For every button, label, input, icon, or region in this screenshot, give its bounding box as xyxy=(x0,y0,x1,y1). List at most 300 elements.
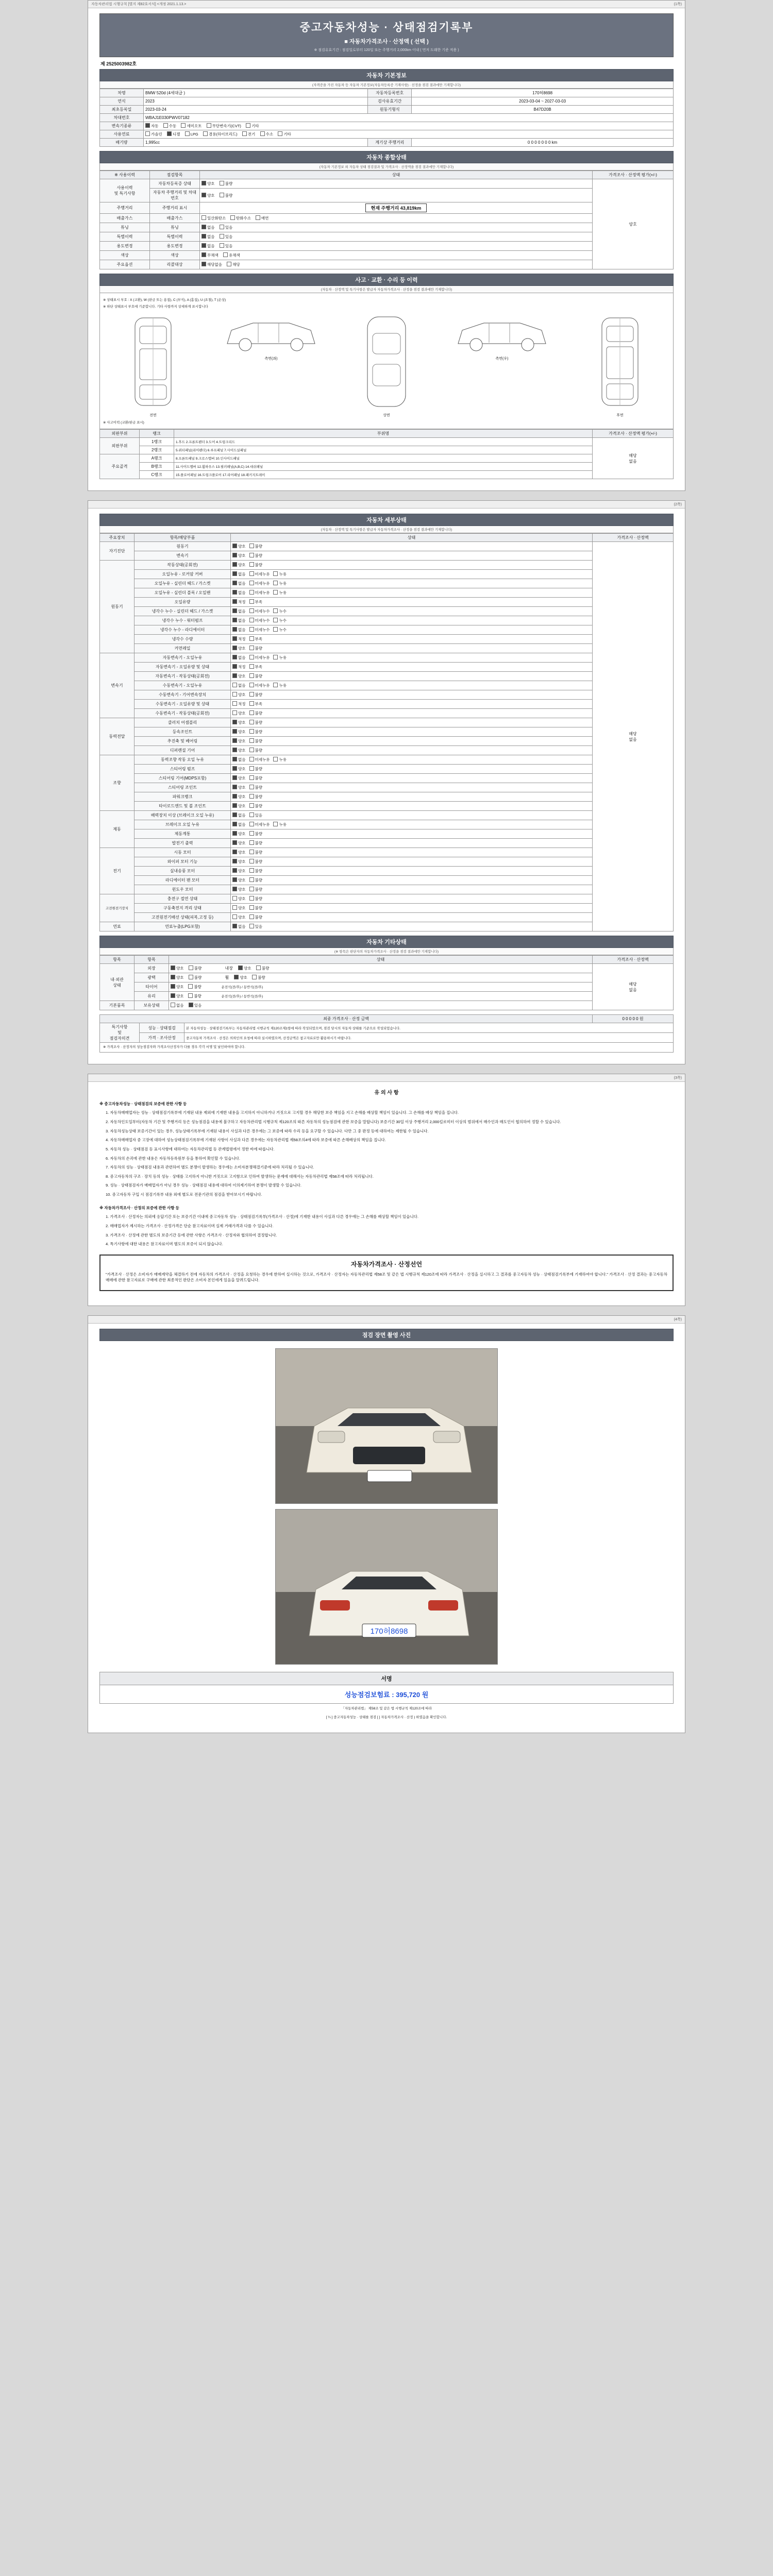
overall-item-0: 자동차등록증 상태 xyxy=(150,179,200,189)
gear-type-options xyxy=(144,122,674,130)
detail-state-0-1 xyxy=(231,551,593,561)
special-none[interactable]: 없음 xyxy=(201,234,215,240)
detail-group-electric: 전기 xyxy=(100,848,135,894)
detail-item-1-3: 오일누유 - 실린더 블록 / 오일팬 xyxy=(135,588,231,598)
section-overall-note: (자동차 기본정보 외 자동차 상태 점검결과 및 가격조사 · 산정액을 점검 결과에만 기재합니다) xyxy=(99,163,674,171)
d-2-1-low[interactable]: 부족 xyxy=(249,664,263,670)
detail-item-3-0: 클러치 어셈블리 xyxy=(135,718,231,727)
detail-group-fuel: 연료 xyxy=(100,922,135,931)
d-4-0-none[interactable]: 없음 xyxy=(232,757,246,762)
color-chromatic[interactable]: 유채색 xyxy=(223,252,240,258)
usechange-yes[interactable]: 있음 xyxy=(220,243,233,249)
car-view-right xyxy=(453,313,551,361)
detail-state-5-1 xyxy=(231,820,593,829)
section-overall-state: 자동차 종합상태 xyxy=(99,151,674,163)
etc-tire-positions: 운전석(전/후) / 동반석(전/후) xyxy=(221,986,263,989)
section-detail-note: (자동차 · 산정액 및 특기사항은 발급자 자동차가격조사 · 산정을 점검 결과에만 기재합니다) xyxy=(99,526,674,533)
overall-1-bad[interactable]: 불량 xyxy=(220,193,233,198)
fuel-option-diesel[interactable]: 디젤 xyxy=(167,131,180,137)
etc-part-interior: 내장 xyxy=(225,966,233,971)
overall-0-bad[interactable]: 불량 xyxy=(220,181,233,187)
d-1-5-leak[interactable]: 누수 xyxy=(273,608,287,614)
d-3-2-good[interactable]: 양호 xyxy=(232,738,246,744)
gear-option-semiauto[interactable]: 세미오토 xyxy=(181,123,201,129)
fuel-option-hybrid[interactable]: 겸용(하이브리드) xyxy=(203,131,238,137)
label-meter-mileage: 계기상 주행거리 xyxy=(368,139,412,147)
overall-group-usechange: 용도변경 xyxy=(100,242,150,251)
detail-item-2-1: 자동변속기 - 오일유량 및 상태 xyxy=(135,663,231,672)
detail-item-1-2: 오일누유 - 실린더 헤드 / 가스켓 xyxy=(135,579,231,588)
overall-1-good[interactable]: 양호 xyxy=(201,193,215,198)
detail-state-2-0 xyxy=(231,653,593,663)
rank-c-label: C랭크 xyxy=(140,471,174,479)
etc-poss-none[interactable]: 없음 xyxy=(171,1003,184,1008)
etc-ext-bad[interactable]: 불량 xyxy=(189,965,202,971)
detail-item-4-4: 파워크랭크 xyxy=(135,792,231,802)
d-3-1-good[interactable]: 양호 xyxy=(232,729,246,735)
d-2-2-good[interactable]: 양호 xyxy=(232,673,246,679)
d-1-3-leak[interactable]: 누유 xyxy=(273,590,287,596)
detail-state-5-3 xyxy=(231,839,593,848)
d-7-0-bad[interactable]: 불량 xyxy=(249,896,263,902)
d-3-2-bad[interactable]: 불량 xyxy=(249,738,263,744)
overall-item-6: 색상 xyxy=(150,251,200,260)
emission-smoke[interactable]: 매연 xyxy=(256,215,269,221)
d-1-3-none[interactable]: 없음 xyxy=(232,590,246,596)
label-reg-no: 자동차등록번호 xyxy=(368,89,412,97)
etc-pol-bad[interactable]: 불량 xyxy=(189,975,202,980)
d-8-0-none[interactable]: 없음 xyxy=(232,924,246,929)
label-vin: 차대번호 xyxy=(100,114,144,122)
d-0-1-good[interactable]: 양호 xyxy=(232,553,246,558)
rank-col-rank: 랭크 xyxy=(140,430,174,438)
fuel-option-etc[interactable]: 기타 xyxy=(278,131,291,137)
d-6-1-good[interactable]: 양호 xyxy=(232,859,246,865)
d-2-3-none[interactable]: 없음 xyxy=(232,683,246,688)
etc-part-exterior: 외장 xyxy=(135,964,169,973)
detail-state-4-0 xyxy=(231,755,593,765)
value-first-reg: 2023-03-24 xyxy=(144,106,368,114)
detail-state-1-8 xyxy=(231,635,593,644)
d-5-1-none[interactable]: 없음 xyxy=(232,822,246,827)
etc-wheel-good[interactable]: 양호 xyxy=(234,975,247,980)
d-4-3-bad[interactable]: 불량 xyxy=(249,785,263,790)
photo-rear-illustration xyxy=(276,1510,497,1664)
final-price-title: 최종 가격조사 · 산정 금액 xyxy=(100,1015,593,1023)
detail-state-3-3 xyxy=(231,746,593,755)
detail-state-0-0 xyxy=(231,542,593,551)
detail-state-1-7 xyxy=(231,625,593,635)
detail-state-1-5 xyxy=(231,607,593,616)
detail-state-5-2 xyxy=(231,829,593,839)
d-1-5-micro[interactable]: 미세누수 xyxy=(249,608,270,614)
overall-state-6 xyxy=(200,251,593,260)
car-view-label-left: 측면(좌) xyxy=(264,357,278,361)
d-2-5-ok[interactable]: 적정 xyxy=(232,701,246,707)
detail-item-6-3: 라디에이터 팬 모터 xyxy=(135,876,231,885)
etc-ext-good[interactable]: 양호 xyxy=(171,965,184,971)
label-inspect-period: 검사유효기간 xyxy=(368,97,412,106)
gear-option-auto[interactable]: 자동 xyxy=(145,123,159,129)
d-7-1-bad[interactable]: 불량 xyxy=(249,905,263,911)
d-4-4-good[interactable]: 양호 xyxy=(232,794,246,800)
notice-head-2: ※ 자동차가격조사 · 산정의 보증에 관한 사항 등 xyxy=(99,1205,179,1210)
d-2-2-bad[interactable]: 불량 xyxy=(249,673,263,679)
photo-front[interactable] xyxy=(275,1348,498,1504)
detail-state-4-3 xyxy=(231,783,593,792)
document-header xyxy=(99,13,674,57)
fuel-option-electric[interactable]: 전기 xyxy=(242,131,256,137)
d-7-2-bad[interactable]: 불량 xyxy=(249,914,263,920)
detail-item-4-2: 스티어링 기어(MDPS포함) xyxy=(135,774,231,783)
d-6-2-bad[interactable]: 불량 xyxy=(249,868,263,874)
etc-tire-good[interactable]: 양호 xyxy=(171,984,184,990)
detail-state-2-1 xyxy=(231,663,593,672)
d-1-1-leak[interactable]: 누유 xyxy=(273,571,287,577)
page-tag-bar-2 xyxy=(88,501,685,509)
detail-item-0-1: 변속기 xyxy=(135,551,231,561)
overall-group-emission: 배출가스 xyxy=(100,214,150,223)
d-8-0-yes[interactable]: 있음 xyxy=(249,924,263,929)
detail-item-4-3: 스티어링 조인트 xyxy=(135,783,231,792)
d-1-1-micro[interactable]: 미세누유 xyxy=(249,571,270,577)
d-6-1-bad[interactable]: 불량 xyxy=(249,859,263,865)
d-3-0-good[interactable]: 양호 xyxy=(232,720,246,725)
remarks-row-1-text: 중고자동차 가격조사 · 산정은 의뢰인의 요청에 따라 실시하였으며, 산정금액은 참고자료로만 활용하시기 바랍니다. xyxy=(184,1033,674,1043)
detail-state-6-0 xyxy=(231,848,593,857)
value-vin: WBAJ1E030PWV07182 xyxy=(144,114,674,122)
detail-item-1-9: 커먼레일 xyxy=(135,644,231,653)
detail-item-2-4: 수동변속기 - 기어변속장치 xyxy=(135,690,231,700)
detail-state-4-5 xyxy=(231,802,593,811)
d-6-2-good[interactable]: 양호 xyxy=(232,868,246,874)
d-2-0-micro[interactable]: 미세누유 xyxy=(249,655,270,660)
d-5-0-none[interactable]: 없음 xyxy=(232,812,246,818)
car-view-label-top: 상면 xyxy=(383,414,390,417)
etc-tire-bad[interactable]: 불량 xyxy=(188,984,201,990)
notice2-para-2: 3. 가격조사 · 산정에 관한 별도의 보증기간 등에 관한 사항은 가격조사 · 산정자와 협의하여 결정합니다. xyxy=(106,1232,277,1238)
special-yes[interactable]: 있음 xyxy=(220,234,233,240)
detail-item-5-3: 발전기 출력 xyxy=(135,839,231,848)
rank-1-items: 1.후드 2.프론트펜더 3.도어 4.트렁크리드 xyxy=(174,438,593,446)
etc-glass-bad[interactable]: 불량 xyxy=(188,993,201,999)
overall-item-5: 용도변경 xyxy=(150,242,200,251)
d-4-0-micro[interactable]: 미세누유 xyxy=(249,757,270,762)
assurance-box xyxy=(99,1255,674,1292)
d-5-2-good[interactable]: 양호 xyxy=(232,831,246,837)
detail-col-3: 상태 xyxy=(231,534,593,542)
page-number-1: (1쪽) xyxy=(674,3,682,6)
d-3-0-bad[interactable]: 불량 xyxy=(249,720,263,725)
d-1-7-none[interactable]: 없음 xyxy=(232,627,246,633)
d-2-0-none[interactable]: 없음 xyxy=(232,655,246,660)
sheet-page-1 xyxy=(88,0,685,491)
photo-front-illustration xyxy=(276,1349,497,1503)
fuel-option-lpg[interactable]: LPG xyxy=(185,131,198,137)
etc-part-possession: 보유상태 xyxy=(135,1001,169,1010)
page-number-4: (4쪽) xyxy=(674,1318,682,1322)
d-4-1-bad[interactable]: 불량 xyxy=(249,766,263,772)
d-6-3-good[interactable]: 양호 xyxy=(232,877,246,883)
detail-item-2-2: 자동변속기 - 작동상태(공회전) xyxy=(135,672,231,681)
etc-glass-good[interactable]: 양호 xyxy=(171,993,184,999)
tuning-none[interactable]: 없음 xyxy=(201,225,215,230)
detail-state-2-4 xyxy=(231,690,593,700)
d-5-3-good[interactable]: 양호 xyxy=(232,840,246,846)
accident-rank-table xyxy=(99,429,674,479)
overall-col-state: 상태 xyxy=(200,171,593,179)
car-rear-svg xyxy=(589,313,651,411)
etc-state-glass xyxy=(169,992,593,1001)
label-gear-type: 변속기종류 xyxy=(100,122,144,130)
d-4-2-good[interactable]: 양호 xyxy=(232,775,246,781)
etc-group-appearance: 내·외관 상태 xyxy=(100,964,135,1001)
d-5-1-micro[interactable]: 미세누유 xyxy=(249,822,270,827)
d-2-6-bad[interactable]: 불량 xyxy=(249,710,263,716)
d-5-0-yes[interactable]: 있음 xyxy=(249,812,263,818)
gear-option-etc[interactable]: 기타 xyxy=(246,123,259,129)
detail-state-2-5 xyxy=(231,700,593,709)
etc-int-good[interactable]: 양호 xyxy=(238,965,251,971)
d-2-5-low[interactable]: 부족 xyxy=(249,701,263,707)
d-1-2-none[interactable]: 없음 xyxy=(232,581,246,586)
rank-2-items: 5.쿼터패널(리어펜더) 6.루프패널 7.사이드실패널 xyxy=(174,446,593,454)
detail-group-selfdiag: 자기진단 xyxy=(100,542,135,561)
etc-state-table xyxy=(99,955,674,1010)
detail-state-3-2 xyxy=(231,737,593,746)
d-0-0-bad[interactable]: 불량 xyxy=(249,544,263,549)
d-3-3-good[interactable]: 양호 xyxy=(232,748,246,753)
detail-item-3-3: 디퍼렌셜 기어 xyxy=(135,746,231,755)
detail-col-2: 항목/해당부품 xyxy=(135,534,231,542)
notice-head-1: ※ 중고자동차성능 · 상태점검의 보증에 관한 사항 등 xyxy=(99,1101,187,1106)
detail-state-8-0 xyxy=(231,922,593,931)
notice-para-0: 1. 자동차매매업자는 성능 · 상태점검기록부에 기재된 내용 제외에 기재한 내용을 고지하지 아니하거나 거짓으로 고지할 경우 해당한 보증 책임을 지고 손해를 배상할 책임이 있습니다. 그 손해를 배상 책임을 집니다. xyxy=(106,1110,459,1115)
d-1-2-micro[interactable]: 미세누유 xyxy=(249,581,270,586)
d-5-2-bad[interactable]: 불량 xyxy=(249,831,263,837)
sheet-page-3 xyxy=(88,1074,685,1307)
overall-0-good[interactable]: 양호 xyxy=(201,181,215,187)
section-etc-note: (※ 항목은 판단자의 자동차가격조사 · 산정을 점검 결과에만 기재합니다) xyxy=(99,948,674,955)
d-3-3-bad[interactable]: 불량 xyxy=(249,748,263,753)
basic-info-table xyxy=(99,89,674,147)
etc-part-glass: 유리 xyxy=(135,992,169,1001)
d-7-2-good[interactable]: 양호 xyxy=(232,914,246,920)
overall-state-8 xyxy=(200,260,593,269)
page-number-2: (2쪽) xyxy=(674,503,682,506)
etc-pol-good[interactable]: 양호 xyxy=(171,975,184,980)
accident-note-2: ※ 하단 상태표시 부호에 기준합니다. 기타 사항까지 상세하게 표시합니다 xyxy=(103,305,208,309)
d-1-1-none[interactable]: 없음 xyxy=(232,571,246,577)
value-year: 2023 xyxy=(144,97,368,106)
etc-wheel-bad[interactable]: 불량 xyxy=(252,975,265,980)
d-0-0-good[interactable]: 양호 xyxy=(232,544,246,549)
detail-state-table xyxy=(99,533,674,931)
d-1-2-leak[interactable]: 누유 xyxy=(273,581,287,586)
d-2-0-leak[interactable]: 누유 xyxy=(273,655,287,660)
d-1-6-leak[interactable]: 누수 xyxy=(273,618,287,623)
etc-int-bad[interactable]: 불량 xyxy=(256,965,270,971)
d-2-1-ok[interactable]: 적정 xyxy=(232,664,246,670)
notice-para-1: 2. 자동차인도일부터(자동차 기간 및 주행거리 등은 성능점검을 내용에 불구하고 자동차관리법 시행규칙 제120조의 따른 자동차의 성능점검에 관한 보증을 말합니다) 보증기간 30일 이상 주행거리 2,000킬로미터 이상의 범위에서 매수인과 매도인이 협의하여 정할 수 있습니다. xyxy=(106,1120,561,1124)
gear-option-manual[interactable]: 수동 xyxy=(163,123,177,129)
d-4-3-good[interactable]: 양호 xyxy=(232,785,246,790)
overall-col-left: ※ 사용이력 xyxy=(100,171,150,179)
etc-poss-yes[interactable]: 있음 xyxy=(189,1003,202,1008)
final-price-amount: 0 0 0 0 0 원 xyxy=(593,1015,674,1023)
emission-co[interactable]: 일산화탄소 xyxy=(201,215,226,221)
fuel-option-hydrogen[interactable]: 수소 xyxy=(260,131,274,137)
overall-state-0 xyxy=(200,179,593,189)
usechange-none[interactable]: 없음 xyxy=(201,243,215,249)
d-2-4-bad[interactable]: 불량 xyxy=(249,692,263,698)
rank-a-items: 8.프론트패널 9.크로스멤버 10.인사이드패널 xyxy=(174,454,593,463)
recall-na[interactable]: 해당없음 xyxy=(201,262,222,267)
d-1-0-good[interactable]: 양호 xyxy=(232,562,246,568)
value-meter-mileage: 0 0 0 0 0 0 0 km xyxy=(412,139,674,147)
detail-state-1-1 xyxy=(231,570,593,579)
notice-para-7: 8. 중고자동차의 구조 · 장치 등의 성능 · 상태를 고지하지 아니한 거짓으로 고지함으로 인하여 발생하는 문제에 대해서는 자동차관리법 제58조에 따라 처리됩니다. xyxy=(106,1174,374,1179)
final-price-table xyxy=(99,1014,674,1043)
detail-col-1: 주요장치 xyxy=(100,534,135,542)
fuel-option-gasoline[interactable]: 가솔린 xyxy=(145,131,162,137)
detail-state-5-0 xyxy=(231,811,593,820)
label-car-name: 차명 xyxy=(100,89,144,97)
overall-state-2 xyxy=(200,214,593,223)
d-1-0-bad[interactable]: 불량 xyxy=(249,562,263,568)
d-2-3-micro[interactable]: 미세누유 xyxy=(249,683,270,688)
etc-col-part: 항목 xyxy=(135,956,169,964)
section-basic-info: 자동차 기본정보 xyxy=(99,69,674,81)
overall-state-4 xyxy=(200,232,593,242)
d-4-4-bad[interactable]: 불량 xyxy=(249,794,263,800)
sheet-page-4 xyxy=(88,1315,685,1733)
d-4-1-good[interactable]: 양호 xyxy=(232,766,246,772)
section-photos: 점검 장면 촬영 사진 xyxy=(99,1329,674,1341)
accident-price-value: 해당 없음 xyxy=(593,438,674,479)
d-5-3-bad[interactable]: 불량 xyxy=(249,840,263,846)
overall-group-recall: 주요옵션 xyxy=(100,260,150,269)
detail-state-1-2 xyxy=(231,579,593,588)
d-1-9-bad[interactable]: 불량 xyxy=(249,646,263,651)
d-7-1-good[interactable]: 양호 xyxy=(232,905,246,911)
d-6-4-bad[interactable]: 불량 xyxy=(249,887,263,892)
detail-state-7-0 xyxy=(231,894,593,904)
detail-item-4-5: 타이로드엔드 및 볼 조인트 xyxy=(135,802,231,811)
notice-title: 유 의 사 항 xyxy=(374,1090,399,1096)
detail-item-1-8: 냉각수 수량 xyxy=(135,635,231,644)
d-6-4-good[interactable]: 양호 xyxy=(232,887,246,892)
d-1-7-micro[interactable]: 미세누수 xyxy=(249,627,270,633)
notice-para-6: 7. 자동차의 성능 · 상태점검 내용과 관련하여 별도 분쟁이 발생하는 경우에는 소비자분쟁해결기준에 따라 처리될 수 있습니다. xyxy=(106,1165,314,1170)
tuning-yes[interactable]: 있음 xyxy=(220,225,233,230)
d-1-9-good[interactable]: 양호 xyxy=(232,646,246,651)
detail-group-power: 동력전달 xyxy=(100,718,135,755)
d-1-3-micro[interactable]: 미세누유 xyxy=(249,590,270,596)
d-4-5-bad[interactable]: 불량 xyxy=(249,803,263,809)
value-displacement: 1,995cc xyxy=(144,139,368,147)
detail-item-6-1: 와이퍼 모터 기능 xyxy=(135,857,231,867)
mileage-value: 현재 주행거리 43,819km xyxy=(365,204,427,212)
emission-hc[interactable]: 탄화수소 xyxy=(230,215,251,221)
d-6-0-bad[interactable]: 불량 xyxy=(249,850,263,855)
d-7-0-good[interactable]: 양호 xyxy=(232,896,246,902)
overall-item-2: 배출가스 xyxy=(150,214,200,223)
photo-rear[interactable] xyxy=(275,1509,498,1665)
d-1-5-none[interactable]: 없음 xyxy=(232,608,246,614)
notice-para-8: 9. 성능 · 상태점검자가 매매업자가 아닌 경우 성능 · 상태점검 내용에 대하여 이의제기하여 분쟁이 발생할 수 있습니다. xyxy=(106,1183,301,1188)
value-inspect-period: 2023-03-04 ~ 2027-03-03 xyxy=(412,97,674,106)
d-1-6-none[interactable]: 없음 xyxy=(232,618,246,623)
overall-item-3: 튜닝 xyxy=(150,223,200,232)
car-view-front xyxy=(122,313,184,418)
d-2-6-good[interactable]: 양호 xyxy=(232,710,246,716)
d-4-0-leak[interactable]: 누유 xyxy=(273,757,287,762)
car-view-label-rear: 후면 xyxy=(616,414,624,417)
value-reg-no: 170허8698 xyxy=(412,89,674,97)
detail-state-6-4 xyxy=(231,885,593,894)
etc-state-exterior xyxy=(169,964,593,973)
notice2-para-1: 2. 매매업자가 제시하는 가격조사 · 산정가격은 단순 참고자료이며 실제 거래가격과 다를 수 있습니다. xyxy=(106,1223,274,1228)
d-3-1-bad[interactable]: 불량 xyxy=(249,729,263,735)
detail-state-2-6 xyxy=(231,709,593,718)
d-4-2-bad[interactable]: 불량 xyxy=(249,775,263,781)
d-6-0-good[interactable]: 양호 xyxy=(232,850,246,855)
detail-item-7-0: 충전구 절연 상태 xyxy=(135,894,231,904)
overall-item-mileage: 주행거리 표시 xyxy=(150,202,200,214)
remarks-label: 특기사항 및 점검자의견 xyxy=(100,1023,140,1043)
car-diagram-row xyxy=(103,310,670,419)
overall-item-1: 자동차 주행거리 및 차대번호 xyxy=(150,189,200,202)
d-0-1-bad[interactable]: 불량 xyxy=(249,553,263,558)
detail-item-2-0: 자동변속기 - 오일누유 xyxy=(135,653,231,663)
etc-part-tire: 타이어 xyxy=(135,982,169,992)
overall-group-color: 색상 xyxy=(100,251,150,260)
detail-item-1-7: 냉각수 누수 - 라디에이터 xyxy=(135,625,231,635)
remarks-row-0-text: 본 자동차성능 · 상태점검기록부는 자동차관리법 시행규칙 제120조제1항에 따라 작성되었으며, 점검 당시의 자동차 상태를 기준으로 작성되었습니다. xyxy=(184,1023,674,1033)
d-2-3-leak[interactable]: 누유 xyxy=(273,683,287,688)
detail-group-trans: 변속기 xyxy=(100,653,135,718)
d-2-4-good[interactable]: 양호 xyxy=(232,692,246,698)
d-6-3-bad[interactable]: 불량 xyxy=(249,877,263,883)
detail-item-5-1: 브레이크 오일 누유 xyxy=(135,820,231,829)
detail-state-6-3 xyxy=(231,876,593,885)
detail-state-1-9 xyxy=(231,644,593,653)
detail-item-5-0: 배력장치 이상 (브레이크 오일 누유) xyxy=(135,811,231,820)
gear-option-cvt[interactable]: 무단변속기(CVT) xyxy=(207,123,241,129)
d-1-8-low[interactable]: 부족 xyxy=(249,636,263,642)
d-1-7-leak[interactable]: 누수 xyxy=(273,627,287,633)
document-number: 제 2525003982호 xyxy=(100,61,137,66)
etc-state-polish xyxy=(169,973,593,982)
detail-state-1-0 xyxy=(231,561,593,570)
detail-state-6-2 xyxy=(231,867,593,876)
detail-state-1-4 xyxy=(231,598,593,607)
d-1-4-low[interactable]: 부족 xyxy=(249,599,263,605)
d-5-1-leak[interactable]: 누유 xyxy=(273,822,287,827)
color-achromatic[interactable]: 무채색 xyxy=(201,252,219,258)
d-1-6-micro[interactable]: 미세누수 xyxy=(249,618,270,623)
page-number-3: (3쪽) xyxy=(674,1076,682,1080)
d-4-5-good[interactable]: 양호 xyxy=(232,803,246,809)
d-1-4-ok[interactable]: 적정 xyxy=(232,599,246,605)
d-1-8-ok[interactable]: 적정 xyxy=(232,636,246,642)
recall-yes[interactable]: 해당 xyxy=(227,262,240,267)
etc-group-basic: 기본품목 xyxy=(100,1001,135,1010)
detail-item-2-6: 수동변속기 - 작동상태(공회전) xyxy=(135,709,231,718)
notice-para-3: 4. 자동차매매업자 중 고장에 대하여 성능상태점검기록부에 기재된 사항이 사실과 다른 경우에는 자동차관리법 제58조의4에 따라 보증에 따른 손해배상의 책임을 집니다. xyxy=(106,1138,386,1143)
detail-item-1-0: 작동상태(공회전) xyxy=(135,561,231,570)
